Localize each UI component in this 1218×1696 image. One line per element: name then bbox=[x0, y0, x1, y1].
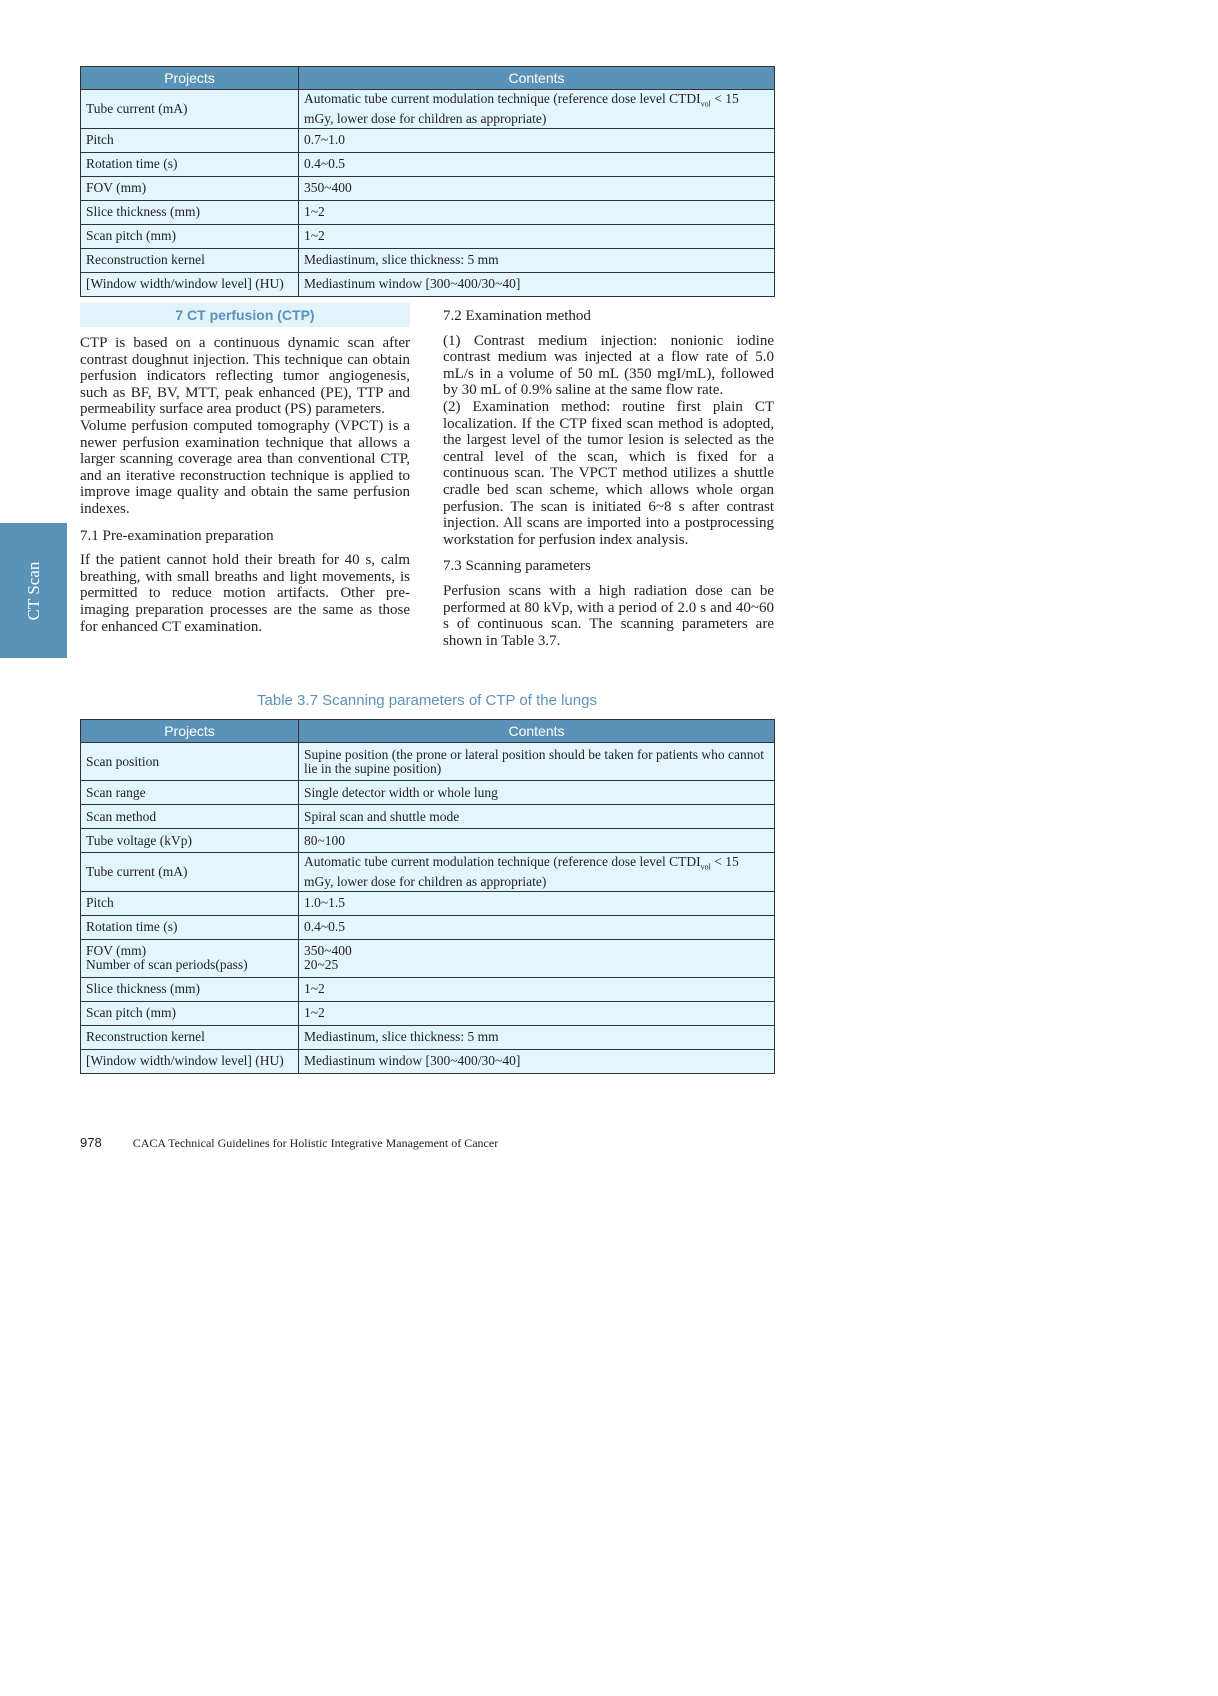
page-footer bbox=[80, 1135, 498, 1151]
table-row bbox=[81, 1001, 775, 1025]
row-value bbox=[299, 90, 775, 129]
row-label: Pitch bbox=[81, 128, 299, 152]
table-row bbox=[81, 829, 775, 853]
table-row bbox=[81, 1049, 775, 1073]
row-value: Mediastinum, slice thickness: 5 mm bbox=[299, 248, 775, 272]
row-value bbox=[299, 939, 775, 977]
row-label: Scan position bbox=[81, 743, 299, 781]
table-row bbox=[81, 176, 775, 200]
paragraph-contrast-injection: (1) Contrast medium injection: nonionic iodine contrast medium was injected at a flow rate of 5.0 mL/s in a volume of 50 mL (350 mgI/mL), followed by 30 mL of 0.9% saline at the same flow rate. bbox=[443, 332, 774, 399]
row-label: Reconstruction kernel bbox=[81, 248, 299, 272]
column-header-projects: Projects bbox=[81, 720, 299, 743]
paragraph-scanning-parameters: Perfusion scans with a high radiation dose can be performed at 80 kVp, with a period of 2.0 s and 40~60 s of continuous scan. The scanning parameters are shown in Table 3.7. bbox=[443, 582, 774, 649]
table-row bbox=[81, 248, 775, 272]
row-value: 1~2 bbox=[299, 977, 775, 1001]
row-value: 350~400 bbox=[299, 176, 775, 200]
row-value: Mediastinum, slice thickness: 5 mm bbox=[299, 1025, 775, 1049]
value-text: Automatic tube current modulation technique (reference dose level CTDI bbox=[304, 854, 701, 869]
table-row bbox=[81, 1025, 775, 1049]
table-row bbox=[81, 90, 775, 129]
chapter-side-tab bbox=[0, 523, 67, 658]
row-value: Supine position (the prone or lateral position should be taken for patients who cannot lie in the supine position) bbox=[299, 743, 775, 781]
table-row bbox=[81, 224, 775, 248]
value-text-cont: < 15 mGy, lower dose for children as appropriate) bbox=[304, 854, 739, 889]
ctp-parameters-table bbox=[80, 719, 775, 1074]
paragraph-preparation: If the patient cannot hold their breath for 40 s, calm breathing, with small breaths and light movements, is permitted to reduce motion artifacts. Other pre-imaging preparation processes are the same as those for enhanced CT examination. bbox=[80, 552, 410, 635]
chapter-side-tab-label: CT Scan bbox=[23, 561, 43, 620]
row-label: Scan method bbox=[81, 805, 299, 829]
row-value: 1~2 bbox=[299, 1001, 775, 1025]
row-label-line: Number of scan periods(pass) bbox=[86, 957, 248, 973]
row-value: Mediastinum window [300~400/30~40] bbox=[299, 272, 775, 296]
row-value: 0.4~0.5 bbox=[299, 915, 775, 939]
table-row bbox=[81, 939, 775, 977]
page-number: 978 bbox=[80, 1135, 102, 1150]
table-row bbox=[81, 128, 775, 152]
subsection-heading-7-1: 7.1 Pre-examination preparation bbox=[80, 527, 274, 544]
paragraph-vpct: Volume perfusion computed tomography (VPCT) is a newer perfusion examination technique that allows a larger scanning coverage area than conventional CTP, and an iterative reconstruction technique is applied to improve image quality and obtain the same perfusion indexes. bbox=[80, 417, 410, 517]
subsection-heading-7-2: 7.2 Examination method bbox=[443, 308, 591, 324]
section-title: 7 CT perfusion (CTP) bbox=[80, 303, 410, 327]
paragraph-examination-method: (2) Examination method: routine first plain CT localization. If the CTP fixed scan method is adopted, the largest level of the tumor lesion is selected as the central level of the scan, which is fixed for a continuous scan. The VPCT method utilizes a shuttle cradle bed scan scheme, which allows whole organ perfusion. The scan is initiated 6~8 s after contrast injection. All scans are imported into a postprocessing workstation for perfusion index analysis. bbox=[443, 398, 774, 548]
row-label: Tube current (mA) bbox=[81, 853, 299, 892]
row-label: Slice thickness (mm) bbox=[81, 977, 299, 1001]
row-value: 80~100 bbox=[299, 829, 775, 853]
row-label bbox=[81, 939, 299, 977]
table-caption: Table 3.7 Scanning parameters of CTP of the lungs bbox=[257, 692, 597, 709]
paragraph-ctp-intro: CTP is based on a continuous dynamic scan after contrast doughnut injection. This technique can obtain perfusion indicators reflecting tumor angiogenesis, such as BF, BV, MTT, peak enhanced (PE), TTP and permeability surface area product (PS) parameters. bbox=[80, 335, 410, 418]
table-row bbox=[81, 272, 775, 296]
row-label: Pitch bbox=[81, 891, 299, 915]
row-label: [Window width/window level] (HU) bbox=[81, 1049, 299, 1073]
table-row bbox=[81, 915, 775, 939]
value-text: Automatic tube current modulation technique (reference dose level CTDI bbox=[304, 91, 701, 106]
row-value: 0.7~1.0 bbox=[299, 128, 775, 152]
value-text-cont: < 15 mGy, lower dose for children as appropriate) bbox=[304, 91, 739, 126]
row-label: Rotation time (s) bbox=[81, 915, 299, 939]
row-label: Scan range bbox=[81, 781, 299, 805]
row-label: Scan pitch (mm) bbox=[81, 1001, 299, 1025]
row-label: Rotation time (s) bbox=[81, 152, 299, 176]
subsection-heading-7-3: 7.3 Scanning parameters bbox=[443, 558, 591, 575]
left-text-column bbox=[80, 303, 410, 635]
row-value-line: 20~25 bbox=[304, 957, 339, 973]
table-row bbox=[81, 805, 775, 829]
row-label: Reconstruction kernel bbox=[81, 1025, 299, 1049]
row-label: FOV (mm) bbox=[81, 176, 299, 200]
row-value: Single detector width or whole lung bbox=[299, 781, 775, 805]
table-row bbox=[81, 743, 775, 781]
row-label: Slice thickness (mm) bbox=[81, 200, 299, 224]
running-footer-title: CACA Technical Guidelines for Holistic Integrative Management of Cancer bbox=[132, 1136, 499, 1150]
table-row bbox=[81, 200, 775, 224]
value-subscript: vol bbox=[700, 99, 711, 109]
row-value: 1~2 bbox=[299, 224, 775, 248]
row-value-line: 350~400 bbox=[304, 943, 352, 959]
table-row bbox=[81, 891, 775, 915]
value-subscript: vol bbox=[700, 862, 711, 872]
table-row bbox=[81, 152, 775, 176]
row-value: 1.0~1.5 bbox=[299, 891, 775, 915]
row-value: Mediastinum window [300~400/30~40] bbox=[299, 1049, 775, 1073]
row-label: Scan pitch (mm) bbox=[81, 224, 299, 248]
parameters-table-continued bbox=[80, 66, 775, 297]
table-row bbox=[81, 781, 775, 805]
row-label: [Window width/window level] (HU) bbox=[81, 272, 299, 296]
column-header-contents: Contents bbox=[299, 67, 775, 90]
row-label: Tube voltage (kVp) bbox=[81, 829, 299, 853]
row-value: 0.4~0.5 bbox=[299, 152, 775, 176]
table-row bbox=[81, 977, 775, 1001]
row-label: Tube current (mA) bbox=[81, 90, 299, 129]
right-text-column bbox=[443, 308, 774, 649]
table-row bbox=[81, 853, 775, 892]
row-value: Spiral scan and shuttle mode bbox=[299, 805, 775, 829]
column-header-contents: Contents bbox=[299, 720, 775, 743]
column-header-projects: Projects bbox=[81, 67, 299, 90]
row-value: 1~2 bbox=[299, 200, 775, 224]
row-value bbox=[299, 853, 775, 892]
row-label-line: FOV (mm) bbox=[86, 943, 147, 959]
